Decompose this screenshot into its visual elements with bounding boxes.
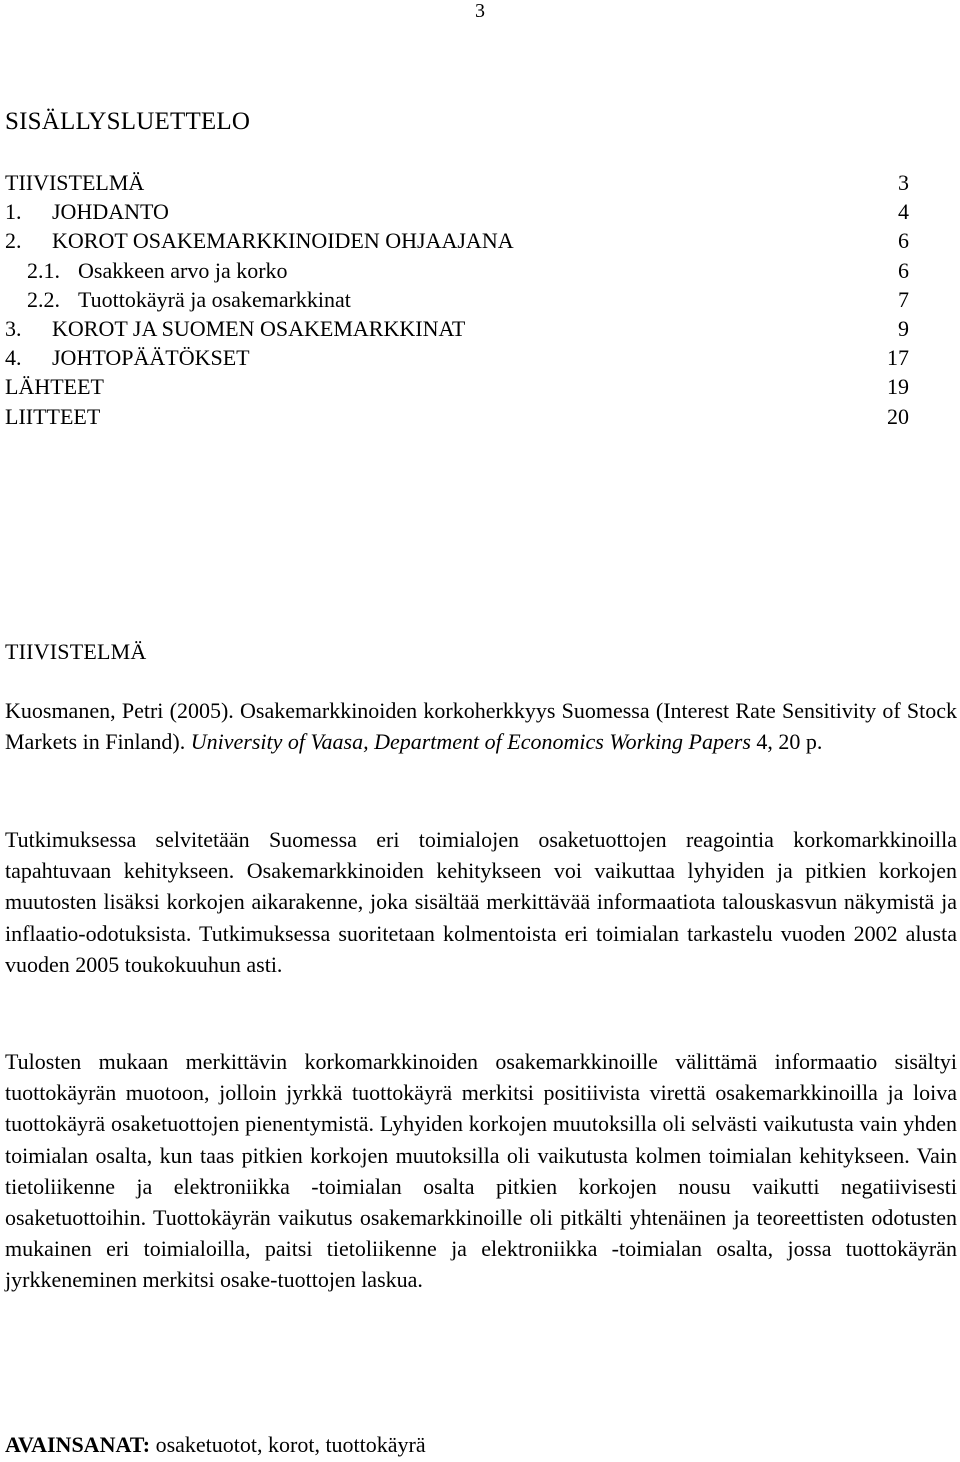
citation-series: University of Vaasa, Department of Economics Working Papers xyxy=(190,729,751,755)
citation-text: Kuosmanen, Petri (2005). Osakemarkkinoiden korkoherkkyys Suomessa (Interest Rate Sensitivity of Stock Markets in Finland). xyxy=(5,698,957,755)
toc-entry[interactable] xyxy=(5,402,909,431)
toc-entry-label: KOROT OSAKEMARKKINOIDEN OHJAAJANA xyxy=(52,228,514,254)
toc-entry-page: 3 xyxy=(898,170,909,195)
toc-entry[interactable] xyxy=(5,285,909,314)
toc-entry-label: JOHDANTO xyxy=(52,199,169,225)
toc-entry-number: 2.1. xyxy=(27,257,60,283)
toc-entry-label: TIIVISTELMÄ xyxy=(5,170,145,195)
toc-entry-number: 2.2. xyxy=(27,286,60,312)
toc-entry-page: 17 xyxy=(887,345,909,371)
abstract-paragraph: Tulosten mukaan merkittävin korkomarkkinoiden osakemarkkinoille välittämä informaatio sisältyi tuottokäyrän muotoon, jolloin jyrkkä tuottokäyrä merkitsi positiivista virettä osakemarkkinoilla ja loiva tuottokäyrä osaketuottojen pienentymistä. Lyhyiden korkojen muutoksilla oli selvästi vaikutusta vain yhden toimialan osalta, kun taas pitkien korkojen muutoksilla oli vaikutusta kolmen toimialan kehitykseen. Vain tietoliikenne ja elektroniikka -toimialan osalta pitkien korkojen nousu vaikutti negatiivisesti osaketuottoihin. Tuottokäyrän vaikutus osakemarkkinoille oli pitkälti yhtenäinen ja teoreettisten odotusten mukainen eri toimialoilla, paitsi tietoliikenne ja elektroniikka -toimialan osalta, jossa tuottokäyrän jyrkkeneminen merkitsi osake-tuottojen laskua. xyxy=(5,1049,957,1293)
toc-entry-label: Osakkeen arvo ja korko xyxy=(78,257,288,283)
toc-entry-number: 1. xyxy=(5,199,22,225)
toc-entry-number: 2. xyxy=(5,228,22,254)
toc-entry-page: 19 xyxy=(887,374,909,400)
toc-entry-page: 9 xyxy=(898,315,909,341)
toc-entry[interactable] xyxy=(5,256,909,285)
toc-entry[interactable] xyxy=(5,314,909,343)
toc-entry-page: 6 xyxy=(898,228,909,254)
abstract-heading: TIIVISTELMÄ xyxy=(5,639,147,664)
abstract-citation xyxy=(5,695,957,757)
keywords-list: osaketuotot, korot, tuottokäyrä xyxy=(150,1432,426,1457)
toc-entry-number: 4. xyxy=(5,345,22,371)
page-number: 3 xyxy=(475,0,485,22)
abstract-paragraph: Tutkimuksessa selvitetään Suomessa eri toimialojen osaketuottojen reagointia korkomarkkinoilla tapahtuvaan kehitykseen. Osakemarkkinoiden kehitykseen voi vaikuttaa lyhyiden ja pitkien korkojen muutosten lisäksi korkojen aikarakenne, joka sisältää merkittävää informaatiota talouskasvun näkymistä ja inflaatio-odotuksista. Tutkimuksessa suoritetaan kolmentoista eri toimialan tarkastelu vuoden 2002 alusta vuoden 2005 toukokuuhun asti. xyxy=(5,827,957,977)
toc-entry-label: KOROT JA SUOMEN OSAKEMARKKINAT xyxy=(52,315,466,341)
toc-entry[interactable] xyxy=(5,372,909,401)
citation-tail: 4, 20 p. xyxy=(750,729,823,755)
toc-entry-label: Tuottokäyrä ja osakemarkkinat xyxy=(78,286,351,312)
toc-entry-page: 7 xyxy=(898,286,909,312)
toc-entry-label: LIITTEET xyxy=(5,403,101,429)
toc-entry-number: 3. xyxy=(5,315,22,341)
keywords-label: AVAINSANAT: xyxy=(5,1432,151,1457)
toc-entry[interactable] xyxy=(5,343,909,372)
toc-entry-page: 6 xyxy=(898,257,909,283)
toc-entry[interactable] xyxy=(5,168,909,197)
toc-entry[interactable] xyxy=(5,226,909,255)
toc-entry-label: JOHTOPÄÄTÖKSET xyxy=(52,345,250,371)
toc-entry-page: 20 xyxy=(887,403,909,429)
toc-entry-label: LÄHTEET xyxy=(5,374,104,400)
toc-entry[interactable] xyxy=(5,197,909,226)
toc-entry-page: 4 xyxy=(898,199,909,225)
table-of-contents xyxy=(5,168,909,431)
keywords xyxy=(5,1430,426,1460)
toc-heading: SISÄLLYSLUETTELO xyxy=(5,108,251,135)
